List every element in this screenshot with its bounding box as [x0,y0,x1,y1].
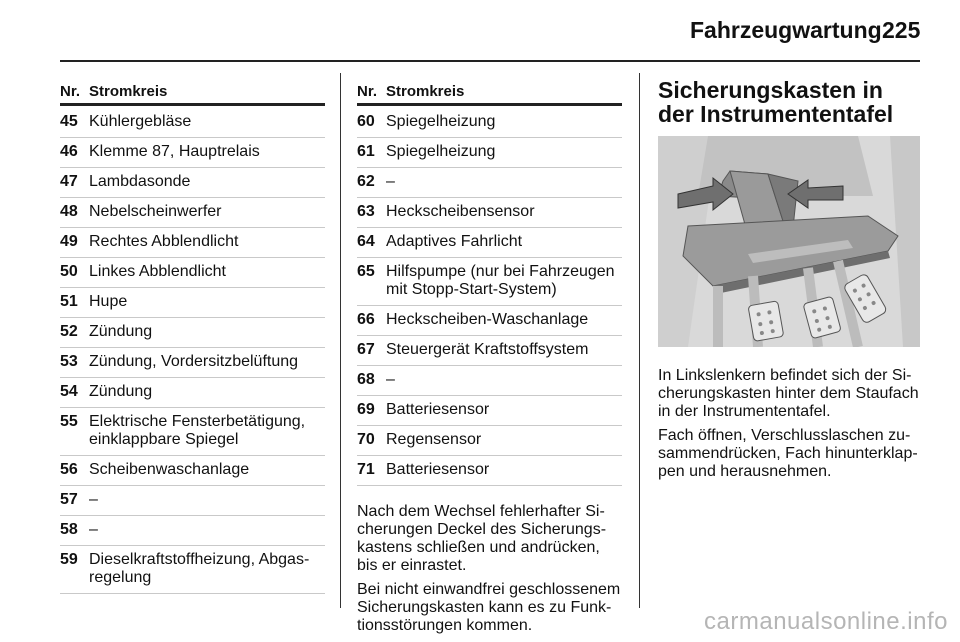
circuit-name: Klemme 87, Hauptrelais [89,143,260,160]
table-row [357,426,622,456]
circuit-name: Kühlergebläse [89,113,192,130]
fuse-number: 55 [60,413,78,430]
circuit-name: Regensensor [386,431,482,448]
circuit-name: Batteriesensor [386,461,490,478]
fuse-number: 52 [60,323,78,340]
circuit-name: Heckscheiben-Waschanlage [386,311,589,328]
circuit-name: Steuergerät Kraftstoffsystem [386,341,589,358]
circuit-name: Heckscheibensensor [386,203,535,220]
fuse-number: 45 [60,113,78,130]
circuit-name: Zündung, Vordersitzbelüftung [89,353,299,370]
table-row [357,306,622,336]
table-row [60,546,325,594]
table-row [60,198,325,228]
table-row [357,258,622,306]
fuse-number: 59 [60,551,78,568]
fuse-number: 71 [357,461,375,478]
fuse-number: 48 [60,203,78,220]
table-row [60,456,325,486]
fuse-box-removal-paragraph: Fach öffnen, Verschlusslaschen zusammendrücken, Fach hinunterklappen und herausnehmen. [658,427,918,480]
table-row [60,258,325,288]
table-row [60,108,325,138]
table-row [60,348,325,378]
section-title: Sicherungskasten in der Instrumententafel [658,77,894,127]
table-row [60,378,325,408]
fuse-number: 57 [60,491,78,508]
circuit-name: Hilfspumpe (nur bei Fahrzeugen mit Stopp-Start-System) [386,263,615,298]
circuit-name: Nebelscheinwerfer [89,203,222,220]
circuit-name: – [89,521,98,538]
fuse-table-left-header [60,80,325,100]
circuit-name: Zündung [89,323,153,340]
table-row [60,318,325,348]
fuse-number: 58 [60,521,78,538]
table-header-rule [357,103,622,106]
fuse-number: 70 [357,431,375,448]
table-row [357,396,622,426]
column-divider-left [340,73,341,608]
table-row [357,168,622,198]
fuse-number: 56 [60,461,78,478]
fuse-box-illustration [658,136,920,347]
table-row [60,168,325,198]
fuse-number: 50 [60,263,78,280]
page-header-title: Fahrzeugwartung [690,17,882,43]
header-nr: Nr. [357,83,378,100]
table-row [357,198,622,228]
fuse-number: 67 [357,341,375,358]
circuit-name: Spiegelheizung [386,113,496,130]
table-row [60,138,325,168]
header-circuit: Stromkreis [386,83,465,100]
circuit-name: Elektrische Fensterbetätigung, einklappbare Spiegel [89,413,306,448]
fuse-number: 46 [60,143,78,160]
circuit-name: Linkes Abblendlicht [89,263,226,280]
header-nr: Nr. [60,83,81,100]
circuit-name: Dieselkraftstoffheizung, Abgasregelung [89,551,310,586]
fuse-number: 65 [357,263,375,280]
table-row [357,336,622,366]
watermark: carmanualsonline.info [704,608,948,635]
table-row [357,108,622,138]
circuit-name: Zündung [89,383,153,400]
fuse-number: 53 [60,353,78,370]
fuse-number: 64 [357,233,375,250]
table-row [60,288,325,318]
circuit-name: Scheibenwaschanlage [89,461,250,478]
fuse-replace-paragraph: Nach dem Wechsel fehlerhafter Sicherungen Deckel des Sicherungskastens schließen und andrücken, bis er einrastet. [357,503,607,574]
fuse-table-right [357,80,622,641]
fuse-number: 47 [60,173,78,190]
fuse-number: 51 [60,293,78,310]
table-row [357,138,622,168]
fuse-table-left [60,80,325,594]
circuit-name: Spiegelheizung [386,143,496,160]
fuse-number: 68 [357,371,375,388]
fuse-number: 49 [60,233,78,250]
fuse-number: 54 [60,383,78,400]
circuit-name: Adaptives Fahrlicht [386,233,523,250]
column-divider-right [639,73,640,608]
header-rule [60,60,920,62]
circuit-name: Lambdasonde [89,173,191,190]
malfunction-warning-paragraph: Bei nicht einwandfrei geschlossenem Sicherungskasten kann es zu Funktionsstörungen kommen. [357,581,621,634]
circuit-name: Hupe [89,293,128,310]
circuit-name: – [386,173,395,190]
table-row [357,456,622,486]
circuit-name: – [386,371,395,388]
table-header-rule [60,103,325,106]
circuit-name: Batteriesensor [386,401,490,418]
fuse-table-right-header [357,80,622,100]
table-row [60,408,325,456]
instrument-panel-section [658,78,920,487]
header-circuit: Stromkreis [89,83,168,100]
fuse-number: 62 [357,173,375,190]
circuit-name: – [89,491,98,508]
table-row [60,228,325,258]
fuse-box-location-paragraph: In Linkslenkern befindet sich der Sicherungskasten hinter dem Staufach in der Instrumententafel. [658,367,919,420]
table-row [357,228,622,258]
table-row [60,516,325,546]
fuse-number: 66 [357,311,375,328]
fuse-number: 63 [357,203,375,220]
fuse-number: 69 [357,401,375,418]
fuse-number: 61 [357,143,375,160]
fuse-number: 60 [357,113,375,130]
page-number: 225 [882,17,921,43]
table-row [60,486,325,516]
circuit-name: Rechtes Abblendlicht [89,233,239,250]
table-row [357,366,622,396]
